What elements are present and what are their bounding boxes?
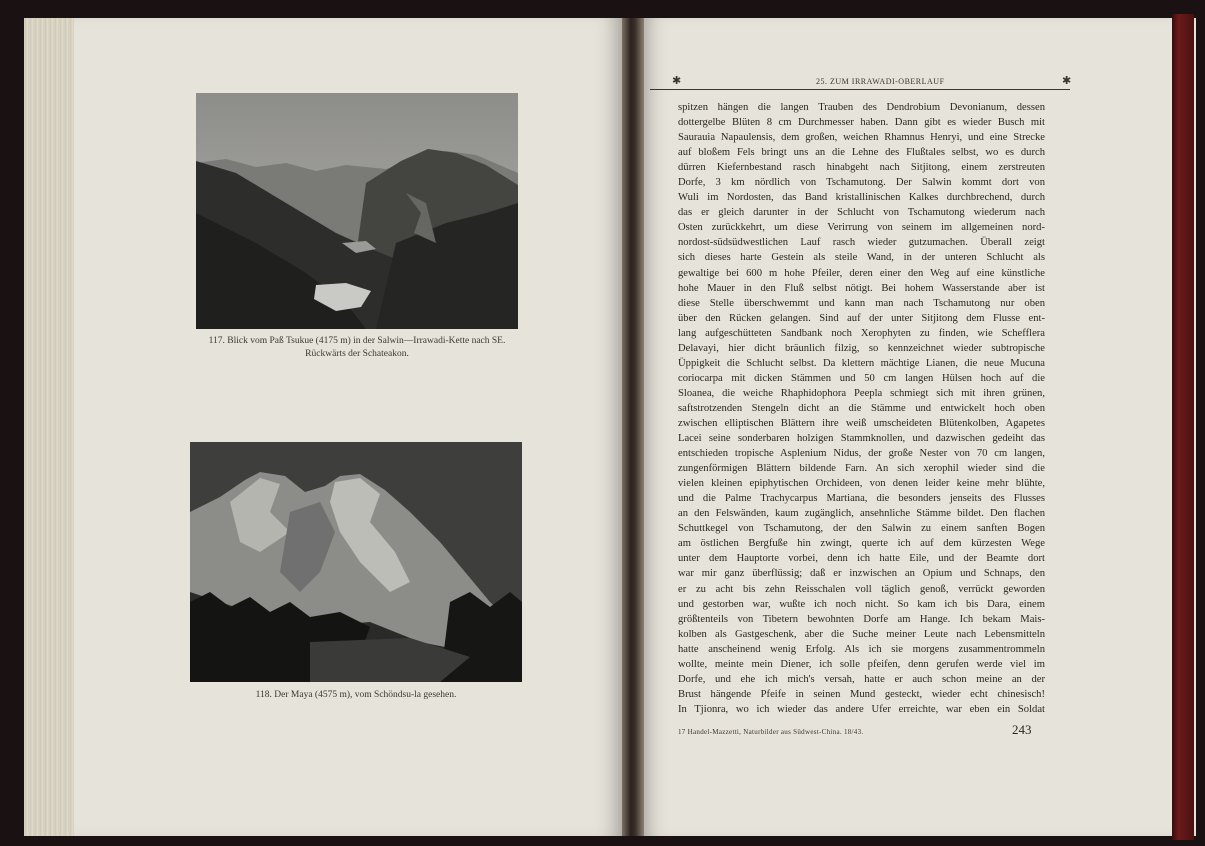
text-line: sich dieses harte Gestein als steile Wand, in der unteren Schlucht als bbox=[678, 252, 1045, 264]
text-line: war mir ganz überflüssig; daß er inzwischen an Opium und Schnaps, den bbox=[678, 568, 1045, 580]
text-line: Sloanea, die weiche Rhaphidophora Peepla schmiegt sich mit ihren grünen, bbox=[678, 387, 1045, 399]
running-head-rule bbox=[650, 89, 1070, 90]
text-line: zungenförmigen Blättern bildende Farn. An sich xerophil wieder sind die bbox=[678, 463, 1045, 475]
text-line: Wuli im Nordosten, das Band kristallinischen Kalkes durchbrechend, durch bbox=[678, 192, 1045, 204]
text-line: auf bloßem Fels bringt uns an die Lehne des Flußtales selbst, wo es durch bbox=[678, 147, 1045, 159]
text-line: Dorfe, 3 km nördlich von Tschamutong. Der Salwin kommt dort von bbox=[678, 177, 1045, 189]
caption-117-line-2: Rückwärts der Schateakon. bbox=[305, 349, 409, 359]
photo-caption-118 bbox=[190, 689, 522, 702]
photo-mountain-valley-image bbox=[196, 93, 518, 329]
text-line: gewaltige bei 600 m hohe Pfeiler, deren einer den Weg auf eine künstliche bbox=[678, 267, 1045, 279]
caption-118-line-1: 118. Der Maya (4575 m), vom Schöndsu-la gesehen. bbox=[255, 690, 457, 700]
book-cover-edge bbox=[1172, 14, 1194, 840]
photo-maya-peak-image bbox=[190, 442, 522, 682]
photo-caption-117 bbox=[196, 335, 518, 361]
text-line: dürren Kiefernbestand rasch hinabgeht nach Sitjitong, einem zerstreuten bbox=[678, 162, 1045, 174]
book-gutter bbox=[622, 18, 644, 836]
ornament-left: ✱ bbox=[672, 75, 682, 87]
text-line: an den Felswänden, kaum zugänglich, ansehnliche Stämme bildet. Den flachen bbox=[678, 508, 1045, 520]
text-line: Brust hängende Pfeife in seinen Mund gesteckt, wieder echt chinesisch! bbox=[678, 688, 1045, 700]
text-line: wollte, meinte mein Diener, ich solle pfeifen, denn gerufen werde viel im bbox=[678, 658, 1045, 670]
body-text bbox=[678, 100, 1045, 717]
page-edges-left bbox=[24, 18, 74, 836]
text-line: und die Palme Trachycarpus Martiana, die besonders jenseits des Flusses bbox=[678, 493, 1045, 505]
text-line: spitzen hängen die langen Trauben des Dendrobium Devonianum, dessen bbox=[678, 102, 1045, 113]
text-line: unter dem Hauptorte vorbei, denn ich hatte Eile, und der Beamte dort bbox=[678, 553, 1045, 565]
text-line: am östlichen Bergfuße hin zwingt, querte ich auf dem kürzesten Wege bbox=[678, 538, 1045, 550]
text-line: kolben als Gastgeschenk, aber die Suche meiner Leute nach Lebensmitteln bbox=[678, 628, 1045, 640]
text-line: das er gleich darunter in der Schlucht von Tschamutong wiederum nach bbox=[678, 207, 1045, 219]
text-line: über den Rücken gelangen. Sind auf der unter Sitjitong dem Flusse ent- bbox=[678, 312, 1045, 324]
text-line: nordost-südsüdwestlichen Lauf rasch wieder gutzumachen. Überall zeigt bbox=[678, 237, 1045, 249]
running-head-title: 25. ZUM IRRAWADI-OBERLAUF bbox=[816, 77, 945, 86]
text-line: Üppigkeit die Schlucht selbst. Da klettern mächtige Lianen, die neue Mucuna bbox=[678, 357, 1045, 369]
text-line: er zu acht bis zehn Reisschalen voll täglich genoß, verrückt geworden bbox=[678, 583, 1045, 595]
text-line: coriocarpa mit dicken Stämmen und 50 cm langen Hülsen hoch auf die bbox=[678, 372, 1045, 384]
caption-117-line-1: 117. Blick vom Paß Tsukue (4175 m) in der Salwin—Irrawadi-Kette nach SE. bbox=[208, 336, 506, 346]
text-line: Delavayi, hier dicht bräunlich filzig, so kennzeichnet wieder subtropische bbox=[678, 342, 1045, 354]
text-line: vielen kleinen epiphytischen Orchideen, von denen leider keine mehr blühte, bbox=[678, 478, 1045, 490]
text-line: saftstrotzenden Stengeln dicht an die Stämme und entwickelt hoch oben bbox=[678, 402, 1045, 414]
photo-maya-peak bbox=[190, 442, 522, 682]
text-line: Dorfe, und ehe ich mich's versah, hatte er auch schon meine an der bbox=[678, 673, 1045, 685]
text-line: und gestorben war, wußte ich noch nicht. So kam ich bis Dara, einem bbox=[678, 598, 1045, 610]
text-line: dottergelbe Blüten 8 cm Durchmesser haben. Dann gibt es wieder Busch mit bbox=[678, 117, 1045, 129]
page-footer-signature: 17 Handel-Mazzetti, Naturbilder aus Südwest-China. 18/43. bbox=[678, 728, 864, 736]
page-number: 243 bbox=[1012, 722, 1032, 737]
text-line: Saurauia Napaulensis, dem großen, weichen Rhamnus Henryi, und eine Strecke bbox=[678, 132, 1045, 144]
text-line: hatte anscheinend wenig Erfolg. Als ich sie morgens zusammentrommeln bbox=[678, 643, 1045, 655]
text-line: hohe Mauer in den Fluß selbst nötigt. Bei hohem Wasserstande aber ist bbox=[678, 282, 1045, 294]
text-line: entschieden tropische Asplenium Nidus, der große Nester von 70 cm langen, bbox=[678, 448, 1045, 460]
text-line: In Tjionra, wo ich wieder das andere Ufer erreichte, war eben ein Soldat bbox=[678, 703, 1045, 715]
text-line: Osten zurückkehrt, um diese Verirrung von seinem im allgemeinen nord- bbox=[678, 222, 1045, 234]
text-line: diese Stelle überschwemmt und kann man nach Tschamutong nur oben bbox=[678, 297, 1045, 309]
text-line: Schuttkegel von Tschamutong, der den Salwin zu einem sanften Bogen bbox=[678, 523, 1045, 535]
text-line: größtenteils von Tibetern bewohnten Dorfe am Hange. Ich bekam Mais- bbox=[678, 613, 1045, 625]
ornament-right: ✱ bbox=[1062, 75, 1072, 87]
photo-mountain-valley bbox=[196, 93, 518, 329]
text-line: lang aufgeschütteten Sandbank noch Xerophyten zu finden, wie Schefflera bbox=[678, 327, 1045, 339]
text-line: zwischen elliptischen Blättern ihre weiß umscheideten Blütenkolben, Agapetes bbox=[678, 417, 1045, 429]
text-line: Lacei seine sonderbaren holzigen Stammknollen, und dazwischen gedeiht das bbox=[678, 433, 1045, 445]
